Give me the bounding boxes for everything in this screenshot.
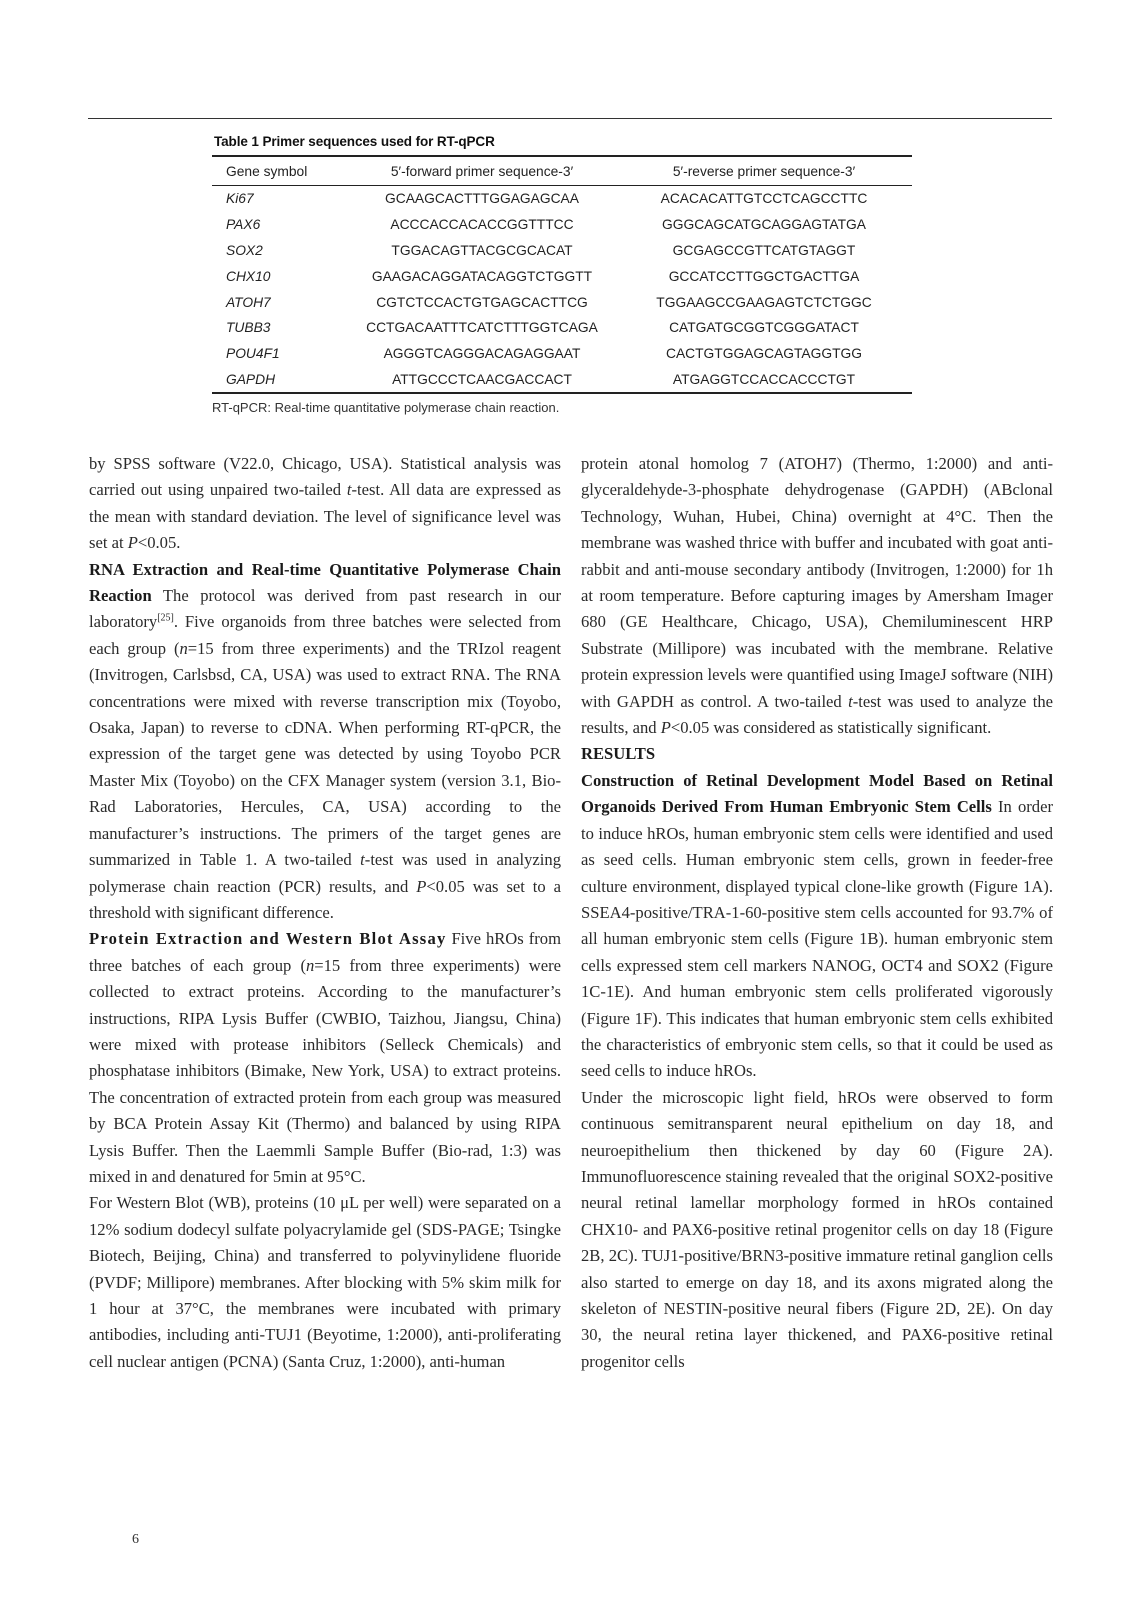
paragraph-retinal-model: Construction of Retinal Development Model Based on Retinal Organoids Derived From Human Embryonic Stem Cells In order to induce hROs, human embryonic stem cells were identified and used as seed cells. Human embryonic stem cells, grown in feeder-free culture environment, displayed typical clone-like growth (Figure 1A). SSEA4-positive/TRA-1-60-positive stem cells accounted for 93.7% of all human embryonic stem cells (Figure 1B). human embryonic stem cells expressed stem cell markers NANOG, OCT4 and SOX2 (Figure 1C-1E). And human embryonic stem cells proliferated vigorously (Figure 1F). This indicates that human embryonic stem cells exhibited the characteristics of embryonic stem cells, so that it could be used as seed cells to induce hROs. bbox=[581, 770, 1053, 1081]
column-header-reverse: 5′-reverse primer sequence-3′ bbox=[672, 163, 856, 179]
table-row bbox=[212, 289, 912, 315]
table-row bbox=[212, 341, 912, 367]
paragraph-statistics: by SPSS software (V22.0, Chicago, USA). Statistical analysis was carried out using unpaired two-tailed t-test. All data are expressed as the mean with standard deviation. The level of significance level was set at P<0.05. bbox=[89, 454, 561, 553]
gene-cell: POU4F1 bbox=[226, 346, 280, 362]
table-row bbox=[212, 186, 912, 212]
gene-cell: SOX2 bbox=[226, 242, 263, 258]
section-heading-protein: Protein Extraction and Western Blot Assay bbox=[89, 929, 447, 949]
table-footnote: RT-qPCR: Real-time quantitative polymerase chain reaction. bbox=[212, 400, 560, 416]
forward-cell: AGGGTCAGGGACAGAGGAAT bbox=[383, 346, 581, 362]
gene-cell: ATOH7 bbox=[226, 294, 271, 310]
reverse-cell: ACACACATTGTCCTCAGCCTTC bbox=[660, 191, 868, 207]
table-row bbox=[212, 212, 912, 238]
reverse-cell: CATGATGCGGTCGGGATACT bbox=[669, 320, 859, 336]
forward-cell: GAAGACAGGATACAGGTCTGGTT bbox=[371, 268, 593, 284]
paragraph-microscopy: Under the microscopic light field, hROs were observed to form continuous semitransparent neural epithelium on day 18, and neuroepithelium then thickened by day 60 (Figure 2A). Immunofluorescence staining revealed that the original SOX2-positive neural retinal lamellar morphology formed in hROs contained CHX10- and PAX6-positive retinal progenitor cells on day 18 (Figure 2B, 2C). TUJ1-positive/BRN3-positive immature retinal ganglion cells also started to emerge on day 18, and its axons migrated along the skeleton of NESTIN-positive neural fibers (Figure 2D, 2E). On day 30, the neural retina layer thickened, and PAX6-positive retinal progenitor cells bbox=[581, 1087, 1053, 1371]
reverse-cell: ATGAGGTCCACCACCCTGT bbox=[672, 371, 856, 387]
column-header-forward: 5′-forward primer sequence-3′ bbox=[390, 163, 574, 179]
table-row bbox=[212, 238, 912, 264]
paragraph-antibodies: protein atonal homolog 7 (ATOH7) (Thermo, 1:2000) and anti-glyceraldehyde-3-phosphate dehydrogenase (GAPDH) (ABclonal Technology, Wuhan, Hubei, China) overnight at 4°C. Then the membrane was washed thrice with buffer and incubated with goat anti-rabbit and anti-mouse secondary antibody (Invitrogen, 1:2000) for 1h at room temperature. Before capturing images by Amersham Imager 680 (GE Healthcare, Chicago, USA), Chemiluminescent HRP Substrate (Millipore) was incubated with the membrane. Relative protein expression levels were quantified using ImageJ software (NIH) with GAPDH as control. A two-tailed t-test was used to analyze the results, and P<0.05 was considered as statistically significant. bbox=[581, 454, 1053, 738]
column-header-gene: Gene symbol bbox=[226, 163, 308, 179]
reverse-cell: CACTGTGGAGCAGTAGGTGG bbox=[666, 346, 862, 362]
primer-table-block bbox=[212, 134, 912, 415]
forward-cell: TGGACAGTTACGCGCACAT bbox=[391, 242, 573, 258]
reverse-cell: GCGAGCCGTTCATGTAGGT bbox=[672, 242, 856, 258]
reverse-cell: GGGCAGCATGCAGGAGTATGA bbox=[662, 217, 866, 233]
table-row bbox=[212, 367, 912, 394]
forward-cell: CCTGACAATTTCATCTTTGGTCAGA bbox=[366, 320, 598, 336]
paragraph-protein-extraction: Protein Extraction and Western Blot Assay Five hROs from three batches of each group (n=15 from three experiments) were collected to extract proteins. According to the manufacturer’s instructions, RIPA Lysis Buffer (CWBIO, Taizhou, Jiangsu, China) were mixed with protease inhibitors (Selleck Chemicals) and phosphatase inhibitors (Bimake, New York, USA) to extract proteins. The concentration of extracted protein from each group was measured by BCA Protein Assay Kit (Thermo) and balanced by using RIPA Lysis Buffer. Then the Laemmli Sample Buffer (Bio-rad, 1:3) was mixed in and denatured for 5min at 95°C. bbox=[89, 929, 561, 1186]
forward-cell: ATTGCCCTCAACGACCACT bbox=[392, 371, 572, 387]
table-header-row bbox=[212, 156, 912, 186]
section-heading-rna: RNA Extraction and Real-time Quantitative Polymerase Chain Reaction bbox=[89, 559, 561, 606]
left-column bbox=[89, 451, 561, 1375]
gene-cell: Ki67 bbox=[226, 191, 254, 207]
gene-cell: CHX10 bbox=[226, 268, 271, 284]
table-row bbox=[212, 263, 912, 289]
paragraph-rna-extraction: RNA Extraction and Real-time Quantitative Polymerase Chain Reaction The protocol was derived from past research in our laboratory[25]. Five organoids from three batches were selected from each group (n=15 from three experiments) and the TRIzol reagent (Invitrogen, Carlsbsd, CA, USA) was used to extract RNA. The RNA concentrations were mixed with reverse transcription mix (Toyobo, Osaka, Japan) to reverse to cDNA. When performing RT-qPCR, the expression of the target gene was detected by using Toyobo PCR Master Mix (Toyobo) on the CFX Manager system (version 3.1, Bio-Rad Laboratories, Hercules, CA, USA) according to the manufacturer’s instructions. The primers of the target genes are summarized in Table 1. A two-tailed t-test was used in analyzing polymerase chain reaction (PCR) results, and P<0.05 was set to a threshold with significant difference. bbox=[89, 559, 561, 922]
forward-cell: CGTCTCCACTGTGAGCACTTCG bbox=[376, 294, 588, 310]
table-row bbox=[212, 315, 912, 341]
header-rule bbox=[88, 118, 1052, 119]
paragraph-western-blot: For Western Blot (WB), proteins (10 μL per well) were separated on a 12% sodium dodecyl sulfate polyacrylamide gel (SDS-PAGE; Tsingke Biotech, Beijing, China) and transferred to polyvinylidene fluoride (PVDF; Millipore) membranes. After blocking with 5% skim milk for 1 hour at 37°C, the membranes were incubated with primary antibodies, including anti-TUJ1 (Beyotime, 1:2000), anti-proliferating cell nuclear antigen (PCNA) (Santa Cruz, 1:2000), anti-human bbox=[89, 1193, 561, 1371]
right-column bbox=[581, 451, 1053, 1375]
forward-cell: GCAAGCACTTTGGAGAGCAA bbox=[385, 191, 579, 207]
page-number: 6 bbox=[132, 1532, 139, 1547]
results-heading: RESULTS bbox=[581, 744, 656, 764]
reverse-cell: GCCATCCTTGGCTGACTTGA bbox=[668, 268, 860, 284]
gene-cell: TUBB3 bbox=[226, 320, 271, 336]
table-title: Table 1 Primer sequences used for RT-qPCR bbox=[214, 134, 495, 149]
section-heading-retinal-model: Construction of Retinal Development Model Based on Retinal Organoids Derived From Human Embryonic Stem Cells bbox=[581, 770, 1053, 817]
reverse-cell: TGGAAGCCGAAGAGTCTCTGGC bbox=[656, 294, 872, 310]
gene-cell: PAX6 bbox=[226, 217, 261, 233]
forward-cell: ACCCACCACACCGGTTTCC bbox=[390, 217, 574, 233]
gene-cell: GAPDH bbox=[226, 371, 276, 387]
primer-table bbox=[212, 155, 912, 394]
